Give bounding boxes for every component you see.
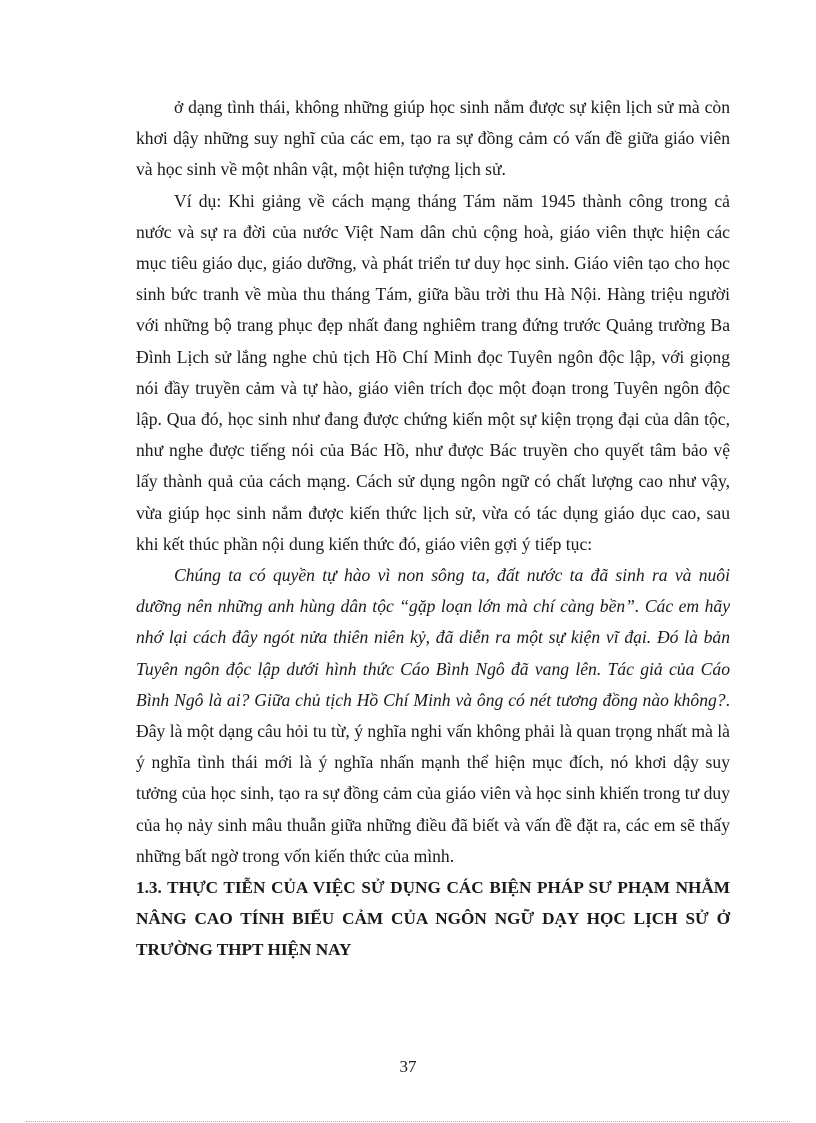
- page-number: 37: [399, 1057, 417, 1076]
- paragraph-1: ở dạng tình thái, không những giúp học sinh nắm được sự kiện lịch sử mà còn khơi dậy những suy nghĩ của các em, tạo ra sự đồng cảm có vấn đề giữa giáo viên và học sinh về một nhân vật, một hiện tượng lịch sử.: [136, 97, 730, 180]
- body-text: [136, 92, 730, 965]
- section-heading: 1.3. THỰC TIỄN CỦA VIỆC SỬ DỤNG CÁC BIỆN PHÁP SƯ PHẠM NHẰM NÂNG CAO TÍNH BIỂU CẢM CỦA NGÔN NGỮ DẠY HỌC LỊCH SỬ Ở TRƯỜNG THPT HIỆN NAY: [136, 878, 730, 960]
- paragraph-commentary: . Đây là một dạng câu hỏi tu từ, ý nghĩa nghi vấn không phải là quan trọng nhất mà là ý nghĩa tình thái mới là ý nghĩa nhấn mạnh thể hiện mục đích, nó khơi dậy suy tưởng của học sinh, tạo ra sự đồng cảm của giáo viên và học sinh khiến trong tư duy của họ nảy sinh mâu thuẫn giữa những điều đã biết và vấn đề đặt ra, các em sẽ thấy những bất ngờ trong vốn kiến thức của mình.: [136, 689, 730, 866]
- paragraph-example: Ví dụ: Khi giảng về cách mạng tháng Tám năm 1945 thành công trong cả nước và sự ra đời của nước Việt Nam dân chủ cộng hoà, giáo viên thực hiện các mục tiêu giáo dục, giáo dưỡng, và phát triển tư duy học sinh. Giáo viên tạo cho học sinh bức tranh về mùa thu tháng Tám, giữa bầu trời thu Hà Nội. Hàng triệu người với những bộ trang phục đẹp nhất đang nghiêm trang đứng trước Quảng trường Ba Đình Lịch sử lắng nghe chủ tịch Hồ Chí Minh đọc Tuyên ngôn độc lập, với giọng nói đầy truyền cảm và tự hào, giáo viên trích đọc một đoạn trong Tuyên ngôn độc lập. Qua đó, học sinh như đang được chứng kiến một sự kiện trọng đại của dân tộc, như nghe được tiếng nói của Bác Hồ, như được Bác truyền cho quyết tâm bảo vệ lấy thành quả của cách mạng. Cách sử dụng ngôn ngữ có chất lượng cao như vậy, vừa giúp học sinh nắm được kiến thức lịch sử, vừa có tác dụng giáo dục cao, sau khi kết thúc phần nội dung kiến thức đó, giáo viên gợi ý tiếp tục:: [136, 190, 730, 554]
- paragraph-quote: [136, 560, 730, 872]
- footer-divider: [26, 1121, 790, 1122]
- quoted-speech: Chúng ta có quyền tự hào vì non sông ta, đất nước ta đã sinh ra và nuôi dưỡng nên những anh hùng dân tộc “gặp loạn lớn mà chí càng bền”. Các em hãy nhớ lại cách đây ngót nửa thiên niên kỷ, đã diễn ra một sự kiện vĩ đại. Đó là bản Tuyên ngôn độc lập dưới hình thức Cáo Bình Ngô đã vang lên. Tác giả của Cáo Bình Ngô là ai? Giữa chủ tịch Hồ Chí Minh và ông có nét tương đồng nào không?: [136, 565, 730, 710]
